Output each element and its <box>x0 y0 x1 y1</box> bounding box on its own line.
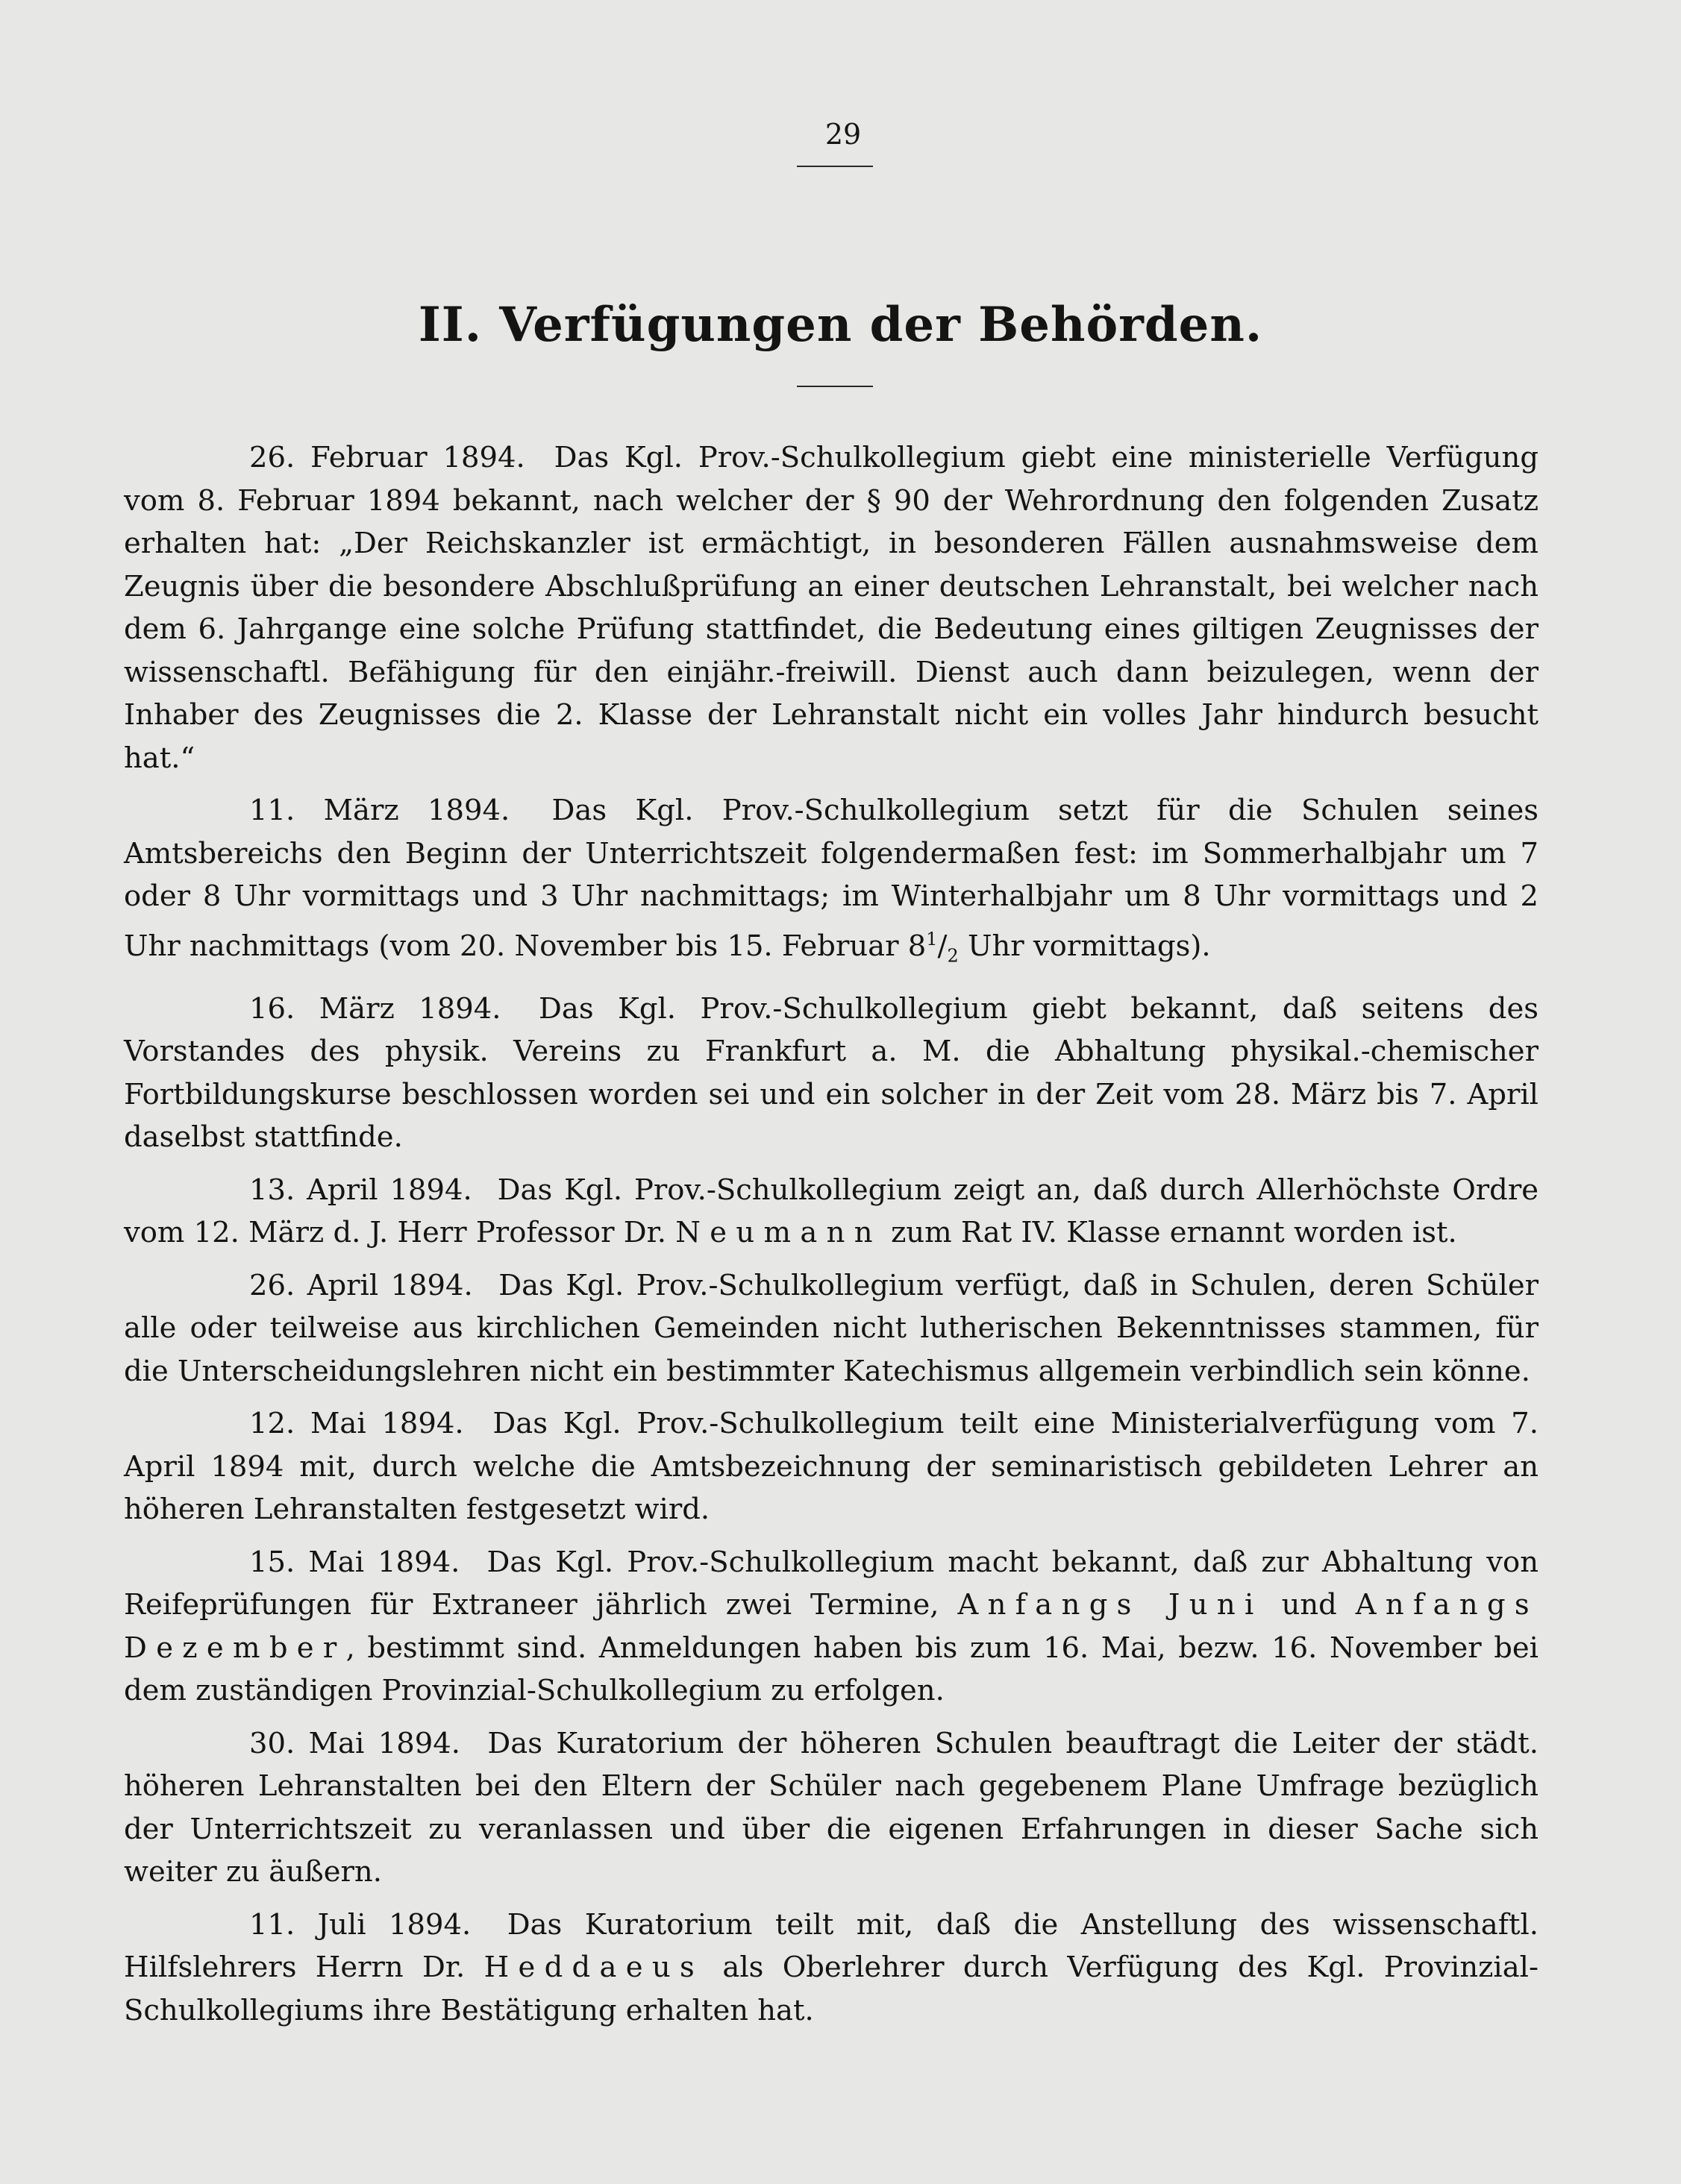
spaced-term-december: Anfangs Dezember <box>124 1588 1539 1665</box>
entry-text: Das Kgl. Prov.-Schulkollegium giebt bekannt, daß seitens des Vorstandes des physik. Vereins zu Frankfurt a. M. die Abhaltung physikal.-chemischer Fortbildungskurse beschlossen worden sei und ein solcher in der Zeit vom 28. März bis 7. April daselbst stattfinde. <box>124 991 1538 1155</box>
entry-date: 11. März 1894. <box>249 794 510 827</box>
section-title: II. Verfügungen der Behörden. <box>418 297 1263 353</box>
entry-text-end: als Oberlehrer durch Verfügung des Kgl. Provinzial-Schulkollegiums ihre Bestätigung erhalten hat. <box>124 1951 1538 2027</box>
page-number-rule <box>797 166 873 167</box>
entry-date: 26. April 1894. <box>249 1268 473 1302</box>
entry-date: 16. März 1894. <box>249 991 501 1026</box>
entry-1894-05-15 <box>124 1541 1538 1713</box>
entry-1894-07-11 <box>124 1904 1538 2033</box>
entry-text: Das Kgl. Prov.-Schulkollegium teilt eine Ministerialverfügung vom 7. April 1894 mit, durch welche die Amtsbezeichnung der seminaristisch gebildeten Lehrer an höheren Lehranstalten festgesetzt wird. <box>124 1407 1538 1527</box>
title-rule <box>797 386 873 387</box>
entry-1894-04-26 <box>124 1264 1538 1393</box>
entry-text: Das Kgl. Prov.-Schulkollegium verfügt, daß in Schulen, deren Schüler alle oder teilweise aus kirchlichen Gemeinden nicht lutherischen Bekenntnisses stammen, für die Unterscheidungslehren nicht ein bestimmter Katechismus allgemein verbindlich sein könne. <box>124 1268 1539 1388</box>
entry-date: 26. Februar 1894. <box>249 441 525 474</box>
entry-text: Das Kuratorium teilt mit, daß die Anstellung des wissenschaftl. Hilfslehrers Herrn Dr. <box>124 1907 1539 1985</box>
fraction-numerator: 1 <box>926 928 938 950</box>
person-name: Neumann <box>675 1216 882 1250</box>
entry-1894-03-16 <box>124 988 1538 1159</box>
entry-1894-05-12 <box>124 1402 1538 1531</box>
entry-1894-05-30 <box>124 1722 1538 1894</box>
entries-list <box>124 436 1538 2042</box>
entry-1894-02-26 <box>124 436 1538 779</box>
entry-text: Das Kgl. Prov.-Schulkollegium setzt für die Schulen seines Amtsbereichs den Beginn der Unterrichtszeit folgendermaßen fest: im Sommerhalbjahr um 7 oder 8 Uhr vormittags und 3 Uhr nachmittags; im Winterhalbjahr um 8 Uhr vormittags und 2 Uhr nachmittags (vom 20. November bis 15. Februar 8 <box>124 794 1538 963</box>
entry-text-end: zum Rat IV. Klasse ernannt worden ist. <box>881 1216 1457 1250</box>
entry-date: 11. Juli 1894. <box>249 1907 472 1942</box>
person-name: Heddaeus <box>483 1951 704 1985</box>
entry-text: Das Kgl. Prov.-Schulkollegium zeigt an, daß durch Allerhöchste Ordre vom 12. März d. J. Herr Professor Dr. <box>124 1173 1539 1250</box>
entry-text: Das Kgl. Prov.-Schulkollegium giebt eine ministerielle Verfügung vom 8. Februar 1894 bekannt, nach welcher der § 90 der Wehrordnung den folgenden Zusatz erhalten hat: „Der Reichskanzler ist ermächtigt, in besonderen Fällen ausnahmsweise dem Zeugnis über die besondere Abschlußprüfung an einer deutschen Lehranstalt, bei welcher nach dem 6. Jahrgange eine solche Prüfung stattfindet, die Bedeutung eines giltigen Zeugnisses der wissenschaftl. Befähigung für den einjähr.-freiwill. Dienst auch dann beizulegen, wenn der Inhaber des Zeugnisses die 2. Klasse der Lehranstalt nicht ein volles Jahr hindurch besucht hat.“ <box>124 441 1538 775</box>
entry-text-end: Uhr vormittags). <box>958 929 1211 963</box>
entry-text: Das Kuratorium der höheren Schulen beauftragt die Leiter der städt. höheren Lehranstalten bei den Eltern der Schüler nach gegebenem Plane Umfrage bezüglich der Unterrichtszeit zu veranlassen und über die eigenen Erfahrungen in dieser Sache sich weiter zu äußern. <box>124 1726 1538 1889</box>
entry-date: 12. Mai 1894. <box>249 1407 464 1441</box>
spaced-term-june: Anfangs Juni <box>957 1588 1263 1622</box>
entry-1894-04-13 <box>124 1169 1538 1255</box>
page-number: 29 <box>824 118 862 151</box>
entry-date: 30. Mai 1894. <box>249 1726 460 1760</box>
entry-date: 15. Mai 1894. <box>249 1545 460 1579</box>
entry-date: 13. April 1894. <box>249 1173 472 1207</box>
entry-text: Das Kgl. Prov.-Schulkollegium macht bekannt, daß zur Abhaltung von Reifeprüfungen für Extraneer jährlich zwei Termine, <box>124 1545 1538 1622</box>
fraction-denominator: 2 <box>947 945 959 967</box>
entry-text-connector: und <box>1262 1588 1356 1622</box>
entry-text-end: , bestimmt sind. Anmeldungen haben bis zum 16. Mai, bezw. 16. November bei dem zuständigen Provinzial-Schulkollegium zu erfolgen. <box>124 1631 1538 1708</box>
entry-1894-03-11: 11. März 1894. Das Kgl. Prov.-Schulkollegium setzt für die Schulen seines Amtsbereichs den Beginn der Unterrichtszeit folgendermaßen fest: im Sommerhalbjahr um 7 oder 8 Uhr vormittags und 3 Uhr nachmittags; im Winterhalbjahr um 8 Uhr vormittags und 2 Uhr nachmittags (vom 20. November bis 15. Februar $8^1/_2$ Uhr vormittags). <box>124 794 1538 967</box>
